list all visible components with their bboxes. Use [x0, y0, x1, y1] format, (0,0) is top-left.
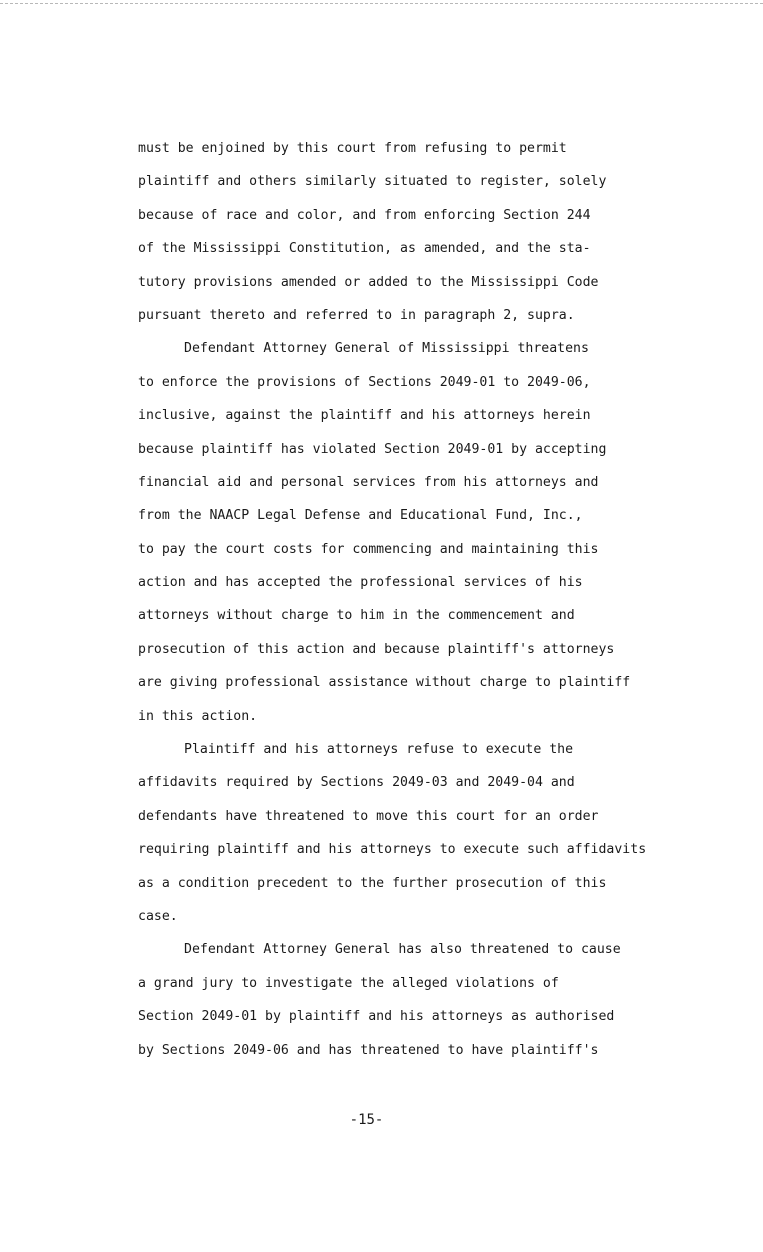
text-line: by Sections 2049-06 and has threatened to have plaintiff's — [138, 1042, 599, 1058]
text-line: must be enjoined by this court from refusing to permit — [138, 141, 567, 156]
text-line: requiring plaintiff and his attorneys to execute such affidavits — [138, 842, 647, 858]
text-line: Section 2049-01 by plaintiff and his attorneys as authorised — [138, 1009, 615, 1025]
text-line: prosecution of this action and because plaintiff's attorneys — [138, 641, 615, 657]
body-text — [138, 132, 718, 1067]
text-line: financial aid and personal services from his attorneys and — [138, 474, 599, 490]
text-line: because plaintiff has violated Section 2049-01 by accepting — [138, 441, 607, 457]
text-line: defendants have threatened to move this court for an order — [138, 808, 599, 824]
text-line: attorneys without charge to him in the commencement and — [138, 608, 575, 624]
paragraph-start-line: Defendant Attorney General of Mississippi threatens — [184, 341, 589, 357]
text-line: from the NAACP Legal Defense and Educational Fund, Inc., — [138, 508, 583, 524]
text-line: to enforce the provisions of Sections 2049-01 to 2049-06, — [138, 374, 591, 390]
text-line: pursuant thereto and referred to in paragraph 2, supra. — [138, 307, 575, 323]
text-line: plaintiff and others similarly situated to register, solely — [138, 174, 607, 190]
text-line: as a condition precedent to the further prosecution of this — [138, 875, 607, 891]
text-line: to pay the court costs for commencing and maintaining this — [138, 541, 599, 557]
text-line: of the Mississippi Constitution, as amended, and the sta- — [138, 241, 591, 257]
paragraph-start-line: Defendant Attorney General has also threatened to cause — [184, 942, 621, 958]
text-line: affidavits required by Sections 2049-03 and 2049-04 and — [138, 775, 575, 791]
top-edge-rule — [0, 3, 763, 4]
text-line: a grand jury to investigate the alleged violations of — [138, 975, 559, 991]
text-line: action and has accepted the professional services of his — [138, 575, 583, 591]
text-line: are giving professional assistance without charge to plaintiff — [138, 675, 631, 691]
text-line: because of race and color, and from enforcing Section 244 — [138, 207, 591, 223]
text-line: inclusive, against the plaintiff and his attorneys herein — [138, 408, 591, 424]
text-line: in this action. — [138, 708, 258, 724]
page-number: -15- — [349, 1112, 384, 1128]
paragraph-start-line: Plaintiff and his attorneys refuse to execute the — [184, 742, 574, 758]
text-line: case. — [138, 908, 178, 924]
text-line: tutory provisions amended or added to the Mississippi Code — [138, 274, 599, 290]
